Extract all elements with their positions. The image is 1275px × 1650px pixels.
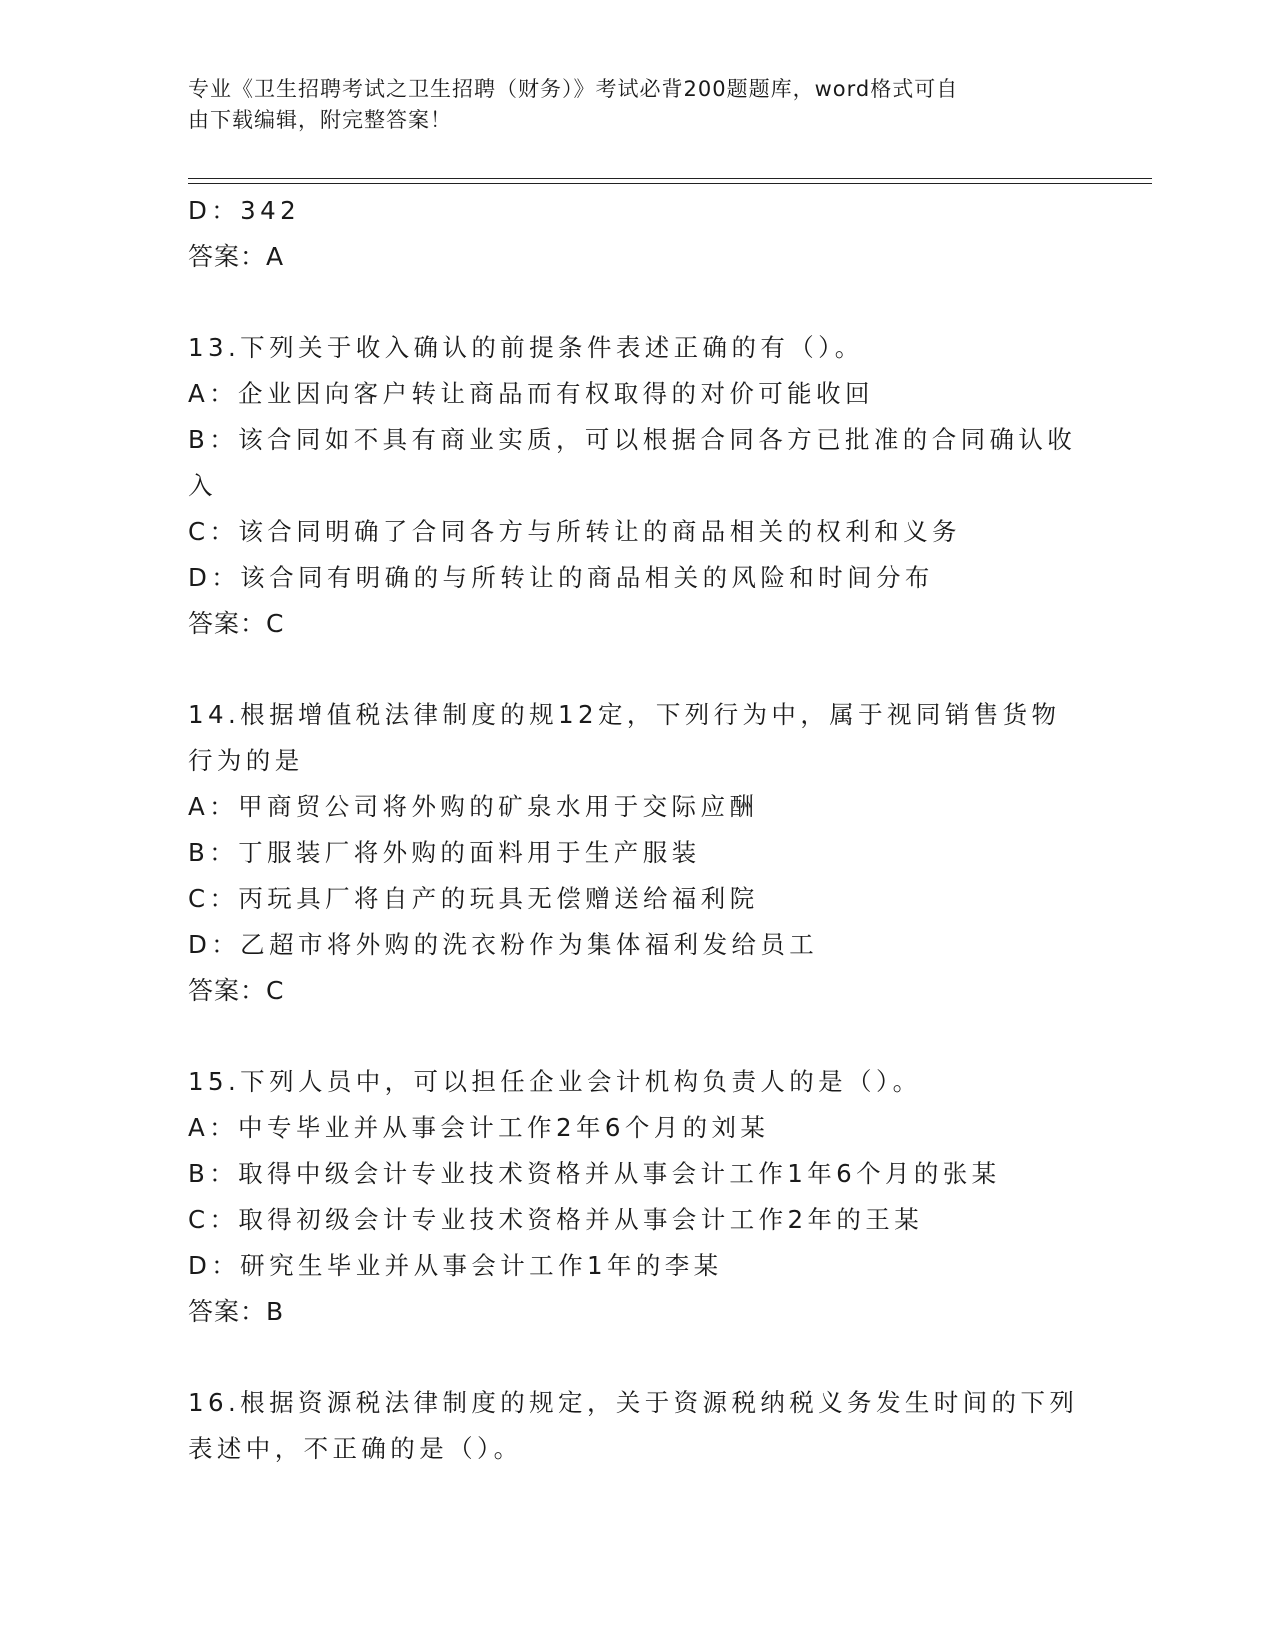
question-stem: 15.下列人员中，可以担任企业会计机构负责人的是（）。 [188, 1067, 922, 1096]
header-rule-top [188, 178, 1152, 179]
option-c: C：丙玩具厂将自产的玩具无偿赠送给福利院 [188, 884, 759, 913]
option-a: A：企业因向客户转让商品而有权取得的对价可能收回 [188, 379, 874, 408]
question-14 [188, 692, 1088, 1014]
question-13 [188, 325, 1088, 647]
option-b: B：取得中级会计专业技术资格并从事会计工作1年6个月的张某 [188, 1159, 1001, 1188]
header-line-1: 专业《卫生招聘考试之卫生招聘（财务）》考试必背200题题库，word格式可自 [188, 77, 959, 101]
option-b: B：丁服装厂将外购的面料用于生产服装 [188, 838, 701, 867]
answer-line: 答案：A [188, 242, 285, 271]
option-b: B：该合同如不具有商业实质，可以根据合同各方已批准的合同确认收 [188, 425, 1077, 454]
answer-line: 答案：B [188, 1297, 285, 1326]
option-d: D：研究生毕业并从事会计工作1年的李某 [188, 1251, 723, 1280]
question-stem: 13.下列关于收入确认的前提条件表述正确的有（）。 [188, 333, 864, 362]
previous-question-tail [188, 188, 1088, 280]
option-d: D：342 [188, 196, 301, 225]
question-stem: 14.根据增值税法律制度的规12定，下列行为中，属于视同销售货物 [188, 700, 1061, 729]
header-line-2: 由下载编辑，附完整答案！ [188, 108, 452, 132]
option-b-continued: 入 [188, 471, 217, 500]
page-header [188, 74, 1068, 136]
question-16 [188, 1380, 1088, 1472]
option-a: A：中专毕业并从事会计工作2年6个月的刘某 [188, 1113, 770, 1142]
question-content [188, 188, 1088, 1472]
option-d: D：乙超市将外购的洗衣粉作为集体福利发给员工 [188, 930, 819, 959]
option-c: C：取得初级会计专业技术资格并从事会计工作2年的王某 [188, 1205, 924, 1234]
question-stem-continued: 行为的是 [188, 746, 304, 775]
answer-line: 答案：C [188, 609, 285, 638]
question-stem: 16.根据资源税法律制度的规定，关于资源税纳税义务发生时间的下列 [188, 1388, 1079, 1417]
question-15 [188, 1059, 1088, 1335]
header-rule-bottom [188, 183, 1152, 184]
question-stem-continued: 表述中，不正确的是（）。 [188, 1434, 523, 1463]
option-a: A：甲商贸公司将外购的矿泉水用于交际应酬 [188, 792, 759, 821]
option-c: C：该合同明确了合同各方与所转让的商品相关的权利和义务 [188, 517, 961, 546]
answer-line: 答案：C [188, 976, 285, 1005]
option-d: D：该合同有明确的与所转让的商品相关的风险和时间分布 [188, 563, 934, 592]
